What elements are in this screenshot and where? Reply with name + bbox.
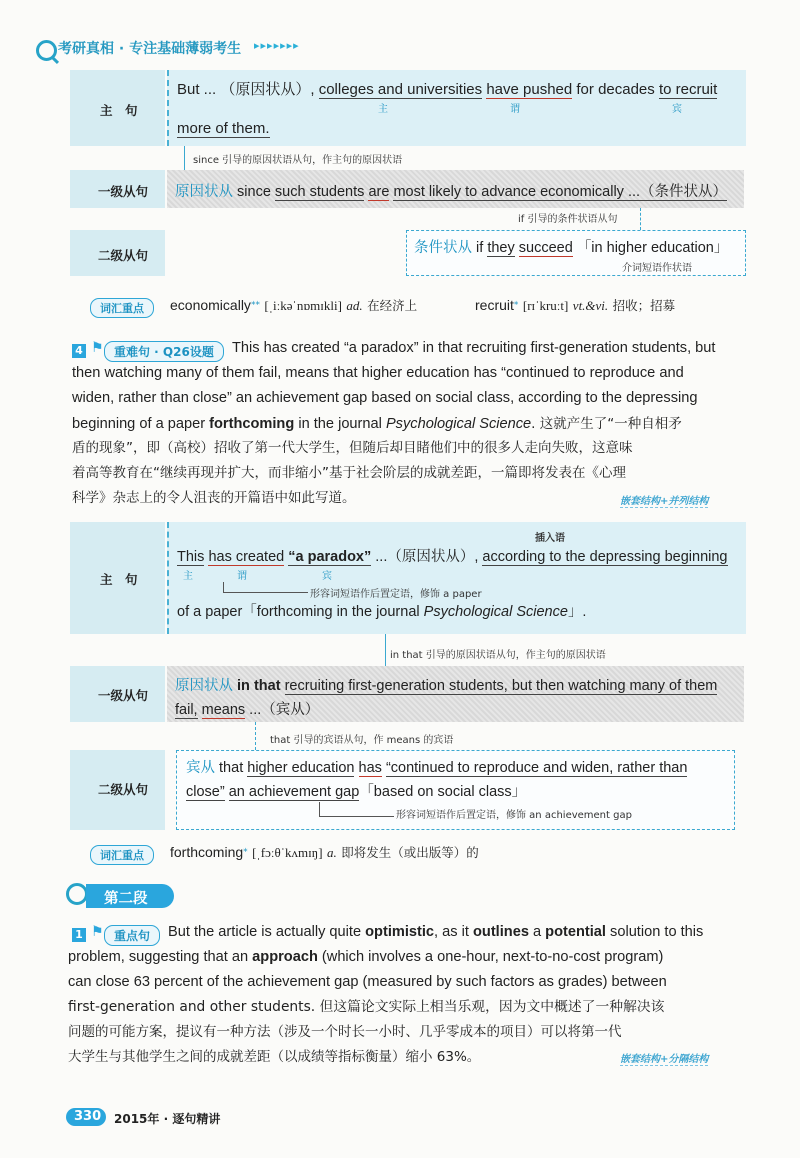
note-since: since 引导的原因状语从句，作主句的原因状语 xyxy=(193,155,403,166)
paragraph-line: problem, suggesting that an approach (which involves a one-hour, next-to-no-cost program) xyxy=(68,949,664,965)
main-clause-label: 主 句 xyxy=(100,572,138,587)
predicate: have pushed xyxy=(486,81,573,98)
object-mark: 宾 xyxy=(322,571,332,582)
flag-icon: ⚑ xyxy=(91,340,104,356)
paragraph-line: But the article is actually quite optimistic, as it outlines a potential solution to this xyxy=(168,924,704,940)
level2-label: 二级从句 xyxy=(98,782,149,797)
object-mark: 宾 xyxy=(672,104,682,115)
level1-label: 一级从句 xyxy=(98,184,149,199)
header-title: 考研真相 · 专注基础薄弱考生 xyxy=(58,41,242,57)
vocab-entry-economically: economically⁎⁎ [ˌiːkəˈnɒmɪkli] ad. 在经济上 xyxy=(170,297,418,313)
sentence-number: 4 xyxy=(72,344,86,358)
note-insert: 插入语 xyxy=(535,533,565,544)
note-in-that: in that 引导的原因状语从句，作主句的原因状语 xyxy=(390,650,606,661)
main-clause-line2: more of them. xyxy=(177,120,270,137)
level1-line2: fail, means ...（宾从） xyxy=(175,702,320,718)
predicate-mark: 谓 xyxy=(237,571,247,582)
paragraph-line: 问题的可能方案，提议有一种方法（涉及一个时长一小时、几乎零成本的项目）可以将第一代 xyxy=(68,1024,622,1040)
object-part: to recruit xyxy=(658,81,718,98)
level2-label: 二级从句 xyxy=(98,248,149,263)
subject-mark: 主 xyxy=(183,571,193,582)
header-arrows: ▸▸▸▸▸▸▸ xyxy=(254,39,300,52)
subject-mark: 主 xyxy=(378,104,388,115)
note-prep: 介词短语作状语 xyxy=(622,263,692,274)
paragraph-line: 着高等教育在“继续再现并扩大，而非缩小”基于社会阶层的成就差距，一篇即将发表在《心理 xyxy=(72,465,626,481)
paragraph-line: This has created “a paradox” in that recruiting first-generation students, but xyxy=(232,340,716,356)
flag-icon: ⚑ xyxy=(91,924,104,940)
attr-connector xyxy=(319,802,394,817)
paragraph-line: widen, rather than close” an achievement gap based on social class, according to the depressing xyxy=(72,390,698,406)
attr-connector xyxy=(223,582,308,593)
level2-line2: close” an achievement gap「based on social class」 xyxy=(186,784,527,800)
connector-line xyxy=(640,208,641,230)
level1-label: 一级从句 xyxy=(98,688,149,703)
predicate-mark: 谓 xyxy=(510,104,520,115)
difficulty-tag: 重难句 · Q26设题 xyxy=(104,341,224,362)
note-that: that 引导的宾语从句，作 means 的宾语 xyxy=(270,735,454,746)
level1-line1: 原因状从 in that recruiting first-generation students, but then watching many of them xyxy=(175,678,718,694)
paragraph-line: then watching many of them fail, means that higher education has “continued to reproduce and xyxy=(72,365,684,381)
footer-title: 2015年 · 逐句精讲 xyxy=(114,1112,221,1126)
paragraph-line: 科学》杂志上的令人沮丧的开篇语中如此写道。 xyxy=(72,490,356,506)
paragraph-line: 盾的现象”，即（高校）招收了第一代大学生，但随后却目睹他们中的很多人走向失败，这意味 xyxy=(72,440,633,456)
note-if: if 引导的条件状语从句 xyxy=(518,214,618,225)
paragraph-line: first-generation and other students. 但这篇论文实际上相当乐观，因为文中概述了一种解决该 xyxy=(68,999,665,1015)
vocab-entry-recruit: recruit⁎ [rɪˈkruːt] vt.&vi. 招收；招募 xyxy=(475,297,676,313)
connector-line xyxy=(255,722,256,750)
connector-line xyxy=(385,634,386,666)
sentence-number: 1 xyxy=(72,928,86,942)
section-title: 第二段 xyxy=(104,891,148,907)
main-clause-line1: But ... （原因状从）, colleges and universities have pushed for decades to recruit xyxy=(177,81,718,98)
structure-note: 嵌套结构+分隔结构 xyxy=(620,1050,708,1066)
paragraph-line: beginning of a paper forthcoming in the journal Psychological Science. 这就产生了“一种自相矛 xyxy=(72,416,682,432)
level2-line1: 宾从 that higher education has “continued to reproduce and widen, rather than xyxy=(186,760,688,776)
vocab-entry-forthcoming: forthcoming⁎ [ˌfɔːθˈkʌmɪŋ] a. 即将发生（或出版等）的 xyxy=(170,844,479,860)
importance-tag: 重点句 xyxy=(104,925,160,946)
note-attr2: 形容词短语作后置定语，修饰 an achievement gap xyxy=(396,810,632,821)
paragraph-line: can close 63 percent of the achievement gap (measured by such factors as grades) between xyxy=(68,974,667,990)
level1-line: 原因状从 since such students are most likely to advance economically ...（条件状从） xyxy=(175,184,728,200)
main-clause-label: 主 句 xyxy=(100,103,138,118)
paragraph-line: 大学生与其他学生之间的成就差距（以成绩等指标衡量）缩小 63%。 xyxy=(68,1049,481,1065)
main-clause-line2: of a paper「forthcoming in the journal Psychological Science」. xyxy=(177,604,587,620)
note-attr: 形容词短语作后置定语，修饰 a paper xyxy=(310,589,482,600)
level2-line: 条件状从 if they succeed 「in higher education」 xyxy=(414,240,729,256)
main-clause-line1: This has created “a paradox” ...（原因状从）, according to the depressing beginning xyxy=(177,549,728,565)
subject: colleges and universities xyxy=(318,81,483,98)
connector-line xyxy=(184,146,186,170)
section-search-icon xyxy=(66,883,88,905)
vocab-tag: 词汇重点 xyxy=(90,298,154,318)
page-number: 330 xyxy=(74,1109,102,1124)
structure-note: 嵌套结构+并列结构 xyxy=(620,492,708,508)
vocab-tag: 词汇重点 xyxy=(90,845,154,865)
search-logo-icon xyxy=(36,40,57,61)
